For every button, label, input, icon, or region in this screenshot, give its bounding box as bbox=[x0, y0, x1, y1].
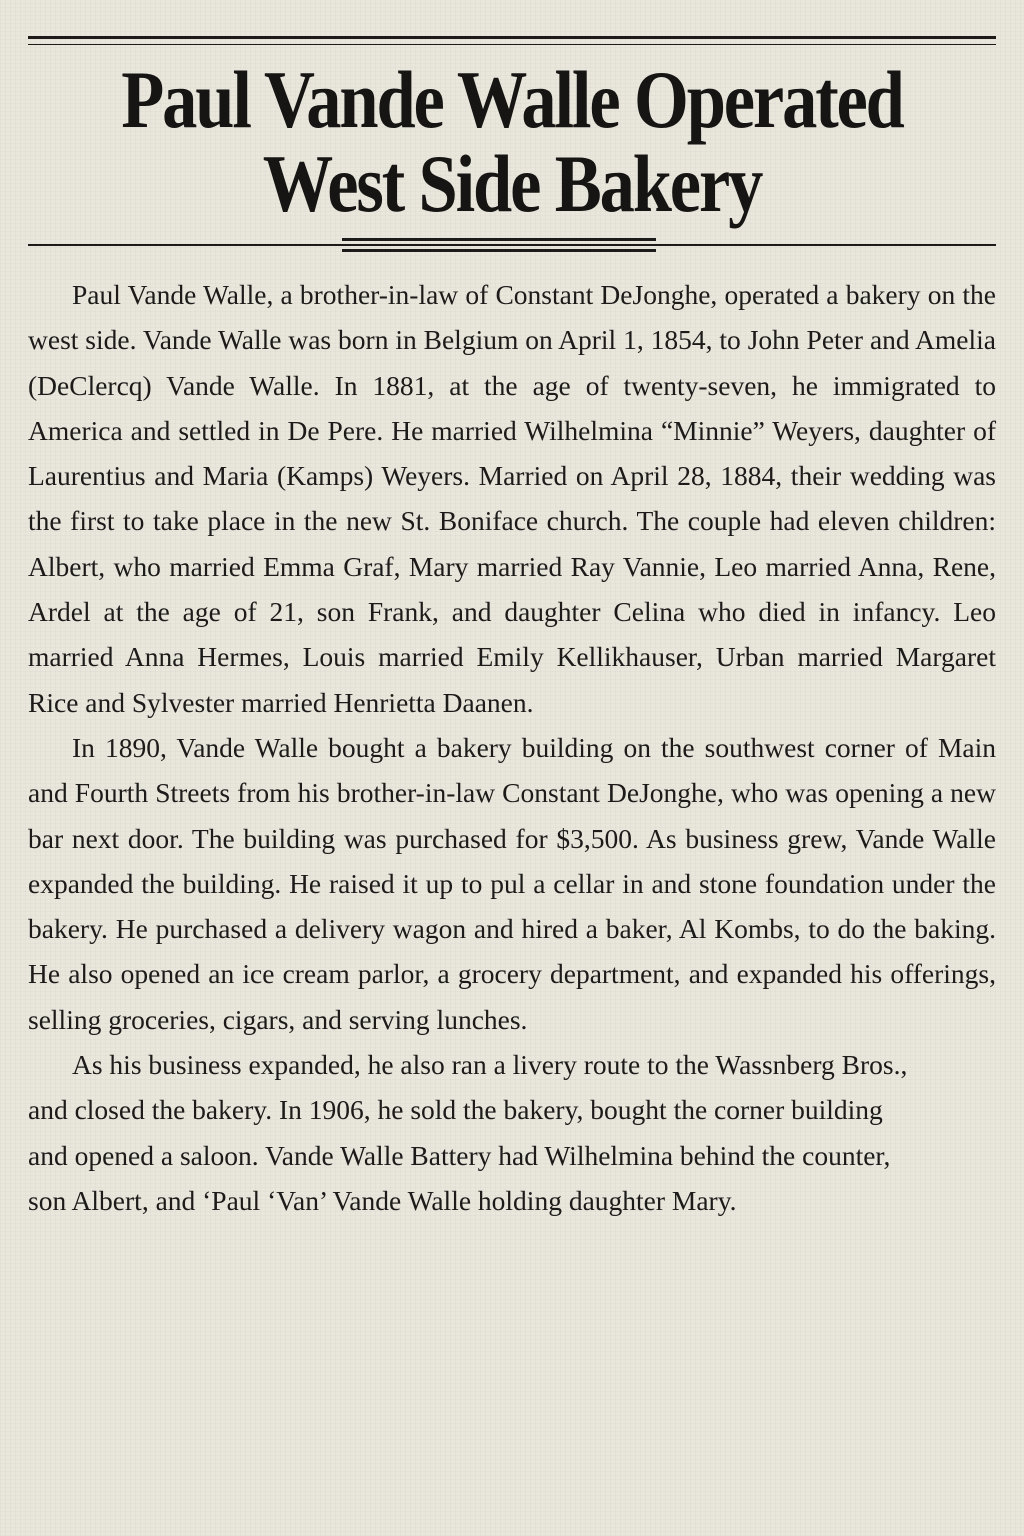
bottom-rule bbox=[28, 244, 996, 246]
article-body bbox=[28, 272, 996, 1223]
headline-line-2: West Side Bakery bbox=[262, 138, 762, 229]
article-paragraph-1: Paul Vande Walle, a brother-in-law of Constant DeJonghe, operated a bakery on the west side. Vande Walle was born in Belgium on April 1, 1854, to John Peter and Amelia (DeClercq) Vande Walle. In 1881, at the age of twenty-seven, he immigrated to America and settled in De Pere. He married Wilhelmina “Minnie” Weyers, daughter of Laurentius and Maria (Kamps) Weyers. Married on April 28, 1884, their wedding was the first to take place in the new St. Boniface church. The couple had eleven children: Albert, who married Emma Graf, Mary married Ray Vannie, Leo married Anna, Rene, Ardel at the age of 21, son Frank, and daughter Celina who died in infancy. Leo married Anna Hermes, Louis married Emily Kellikhauser, Urban married Margaret Rice and Sylvester married Henrietta Daanen. bbox=[28, 279, 996, 718]
article-paragraph-3: As his business expanded, he also ran a livery route to the Wassnberg Bros., and closed the bakery. In 1906, he sold the bakery, bought the corner building and opened a saloon. Vande Walle Battery had Wilhelmina behind the counter, son Albert, and ‘Paul ‘Van’ Vande Walle holding daughter Mary. bbox=[28, 1049, 908, 1216]
top-rule-thin bbox=[28, 44, 996, 45]
bottom-rule-ornament-upper bbox=[342, 238, 656, 241]
article-headline bbox=[96, 54, 928, 229]
headline-line-1: Paul Vande Walle Operated bbox=[121, 54, 903, 145]
article-paragraph-2: In 1890, Vande Walle bought a bakery building on the southwest corner of Main and Fourth Streets from his brother-in-law Constant DeJonghe, who was opening a new bar next door. The building was purchased for $3,500. As business grew, Vande Walle expanded the building. He raised it up to pul a cellar in and stone foundation under the bakery. He purchased a delivery wagon and hired a baker, Al Kombs, to do the baking. He also opened an ice cream parlor, a grocery department, and expanded his offerings, selling groceries, cigars, and serving lunches. bbox=[28, 731, 996, 1035]
top-rule-thick bbox=[28, 36, 996, 39]
bottom-rule-ornament-lower bbox=[342, 249, 656, 252]
